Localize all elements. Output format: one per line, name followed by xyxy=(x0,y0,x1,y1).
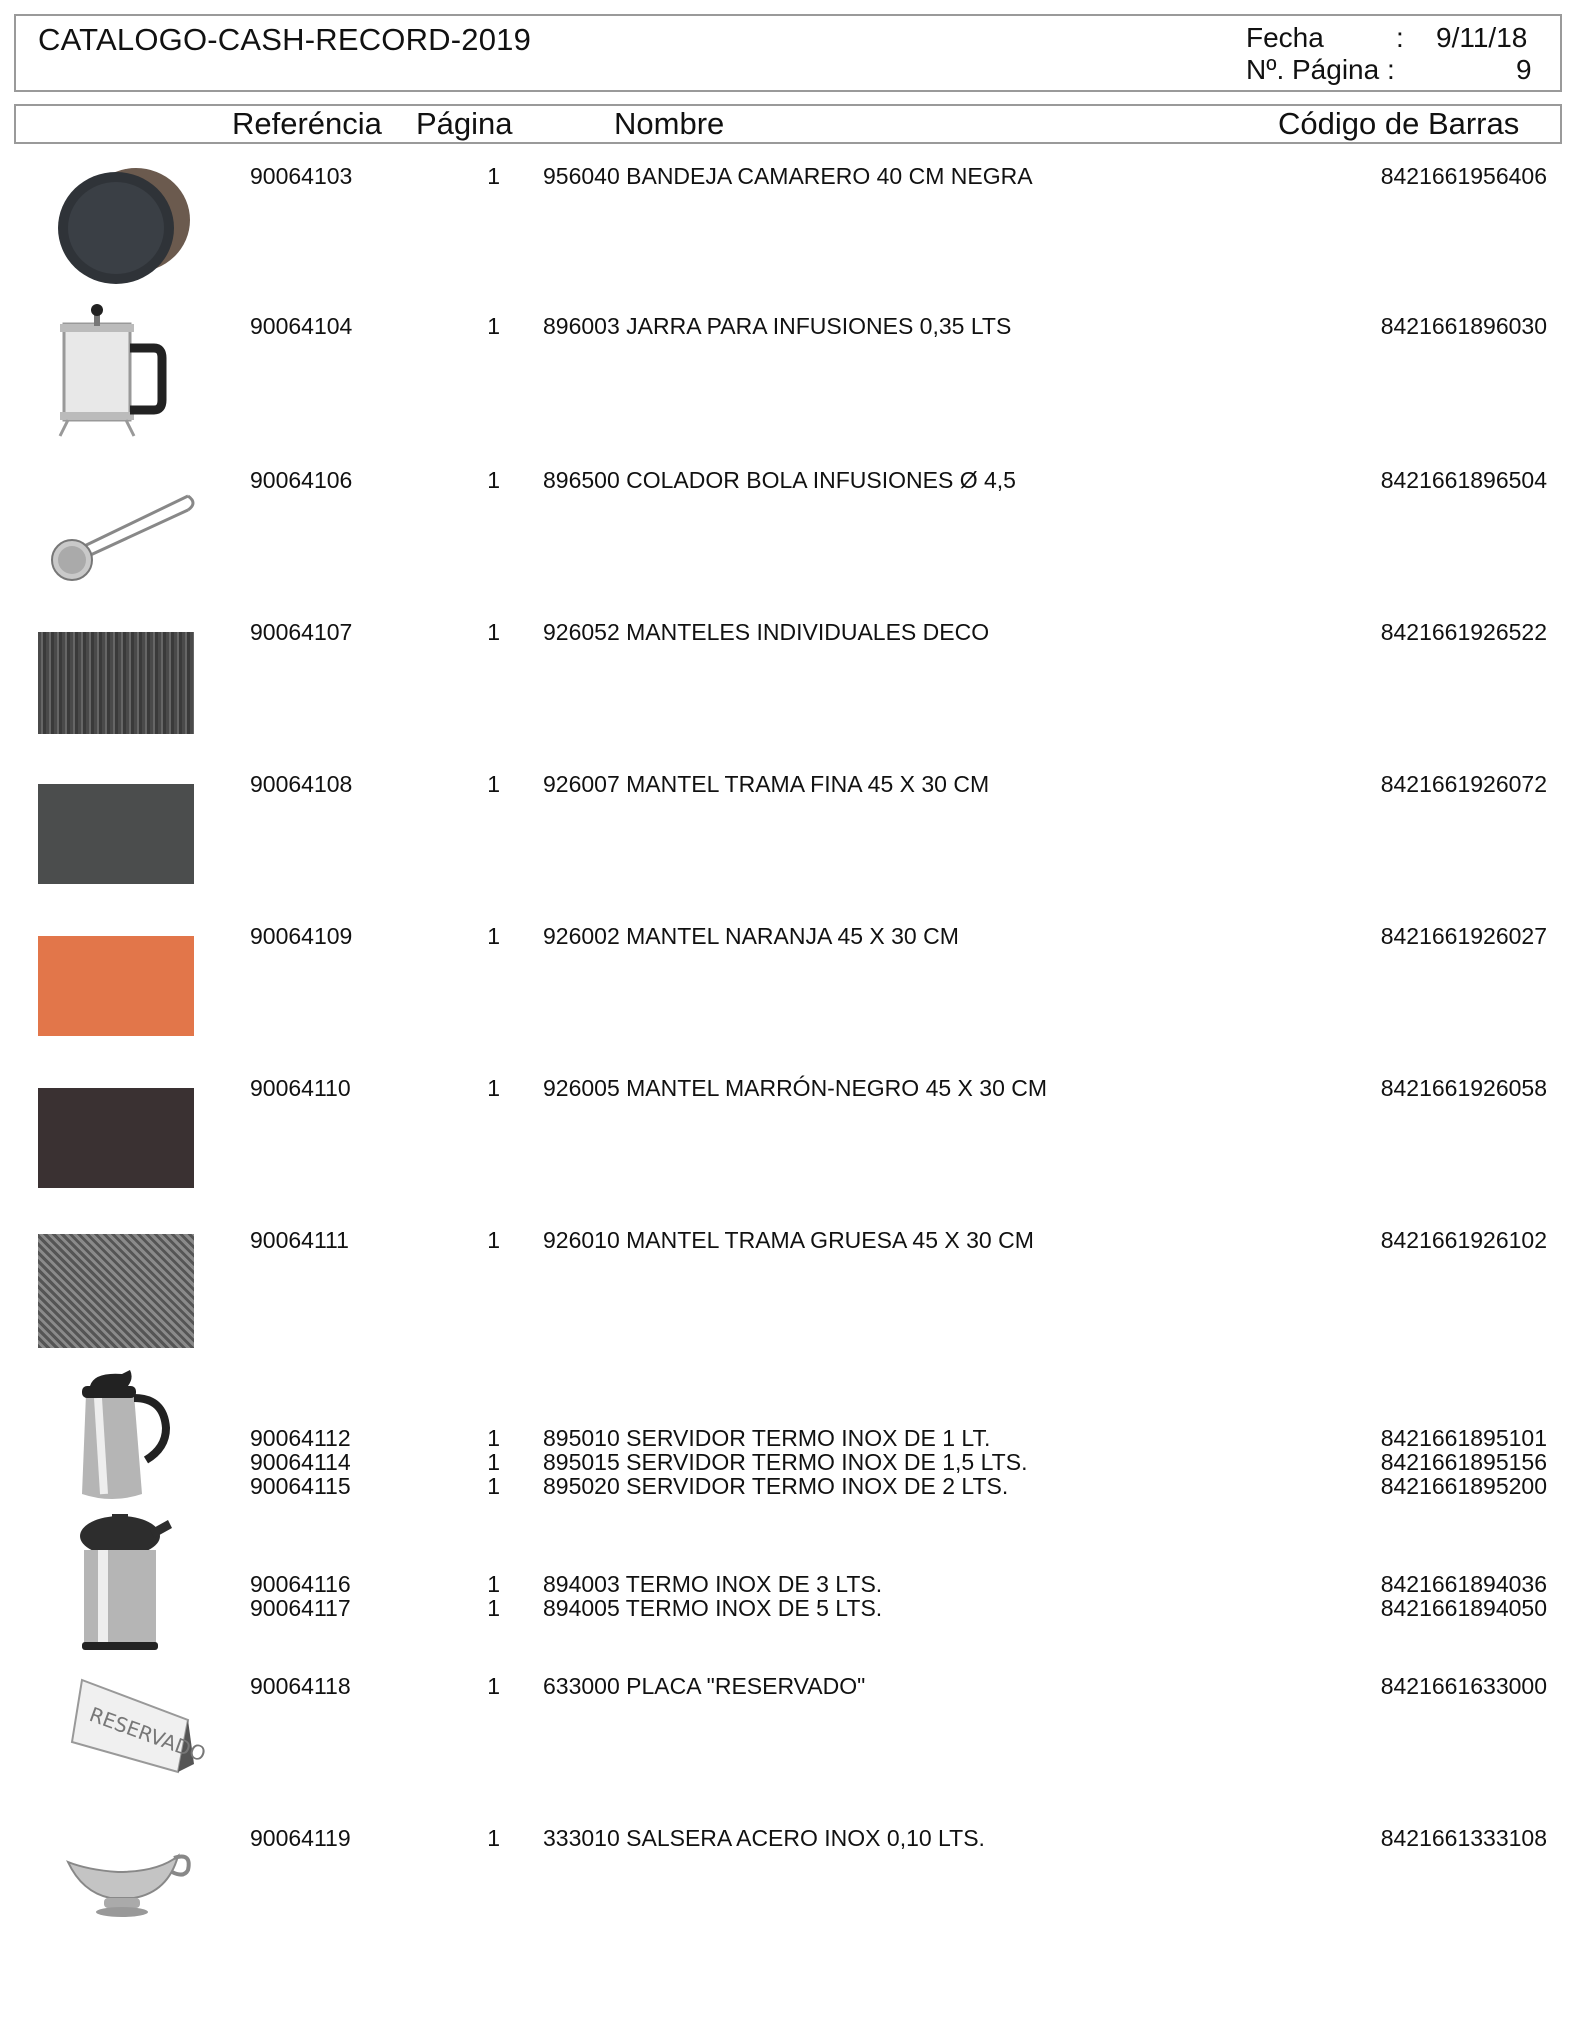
pagina-value: 9 xyxy=(1516,54,1532,85)
pagina: 1 xyxy=(487,467,500,493)
catalog-header xyxy=(14,14,1562,92)
referencia: 90064110 xyxy=(250,1075,351,1101)
placemat-orange-image xyxy=(38,936,194,1036)
table-row xyxy=(0,1812,1576,1962)
codigo-barras: 8421661926072 xyxy=(1380,771,1547,797)
codigo-barras: 8421661926522 xyxy=(1380,619,1547,645)
referencia: 90064109 xyxy=(250,923,353,949)
table-row xyxy=(0,758,1576,908)
pagina: 1 xyxy=(487,923,500,949)
referencia: 90064118 xyxy=(250,1673,351,1699)
col-pagina: Página xyxy=(416,106,513,141)
catalog-title: CATALOGO-CASH-RECORD-2019 xyxy=(38,22,532,57)
codigo-barras: 8421661926102 xyxy=(1380,1227,1547,1253)
pagina: 1 xyxy=(487,1825,500,1851)
nombre: 926002 MANTEL NARANJA 45 X 30 CM xyxy=(543,923,959,949)
codigo-barras: 8421661633000 xyxy=(1380,1673,1547,1699)
fecha-value: 9/11/18 xyxy=(1436,22,1528,53)
pagina: 1 xyxy=(487,771,500,797)
codigo-barras: 8421661926058 xyxy=(1380,1075,1547,1101)
referencia: 90064112 90064114 90064115 xyxy=(250,1425,351,1499)
pagina: 1 xyxy=(487,163,500,189)
table-row xyxy=(0,1214,1576,1362)
codigo-barras: 8421661926027 xyxy=(1380,923,1547,949)
pagina: 1 xyxy=(487,1227,500,1253)
codigo-barras: 8421661894036 8421661894050 xyxy=(1380,1571,1547,1621)
col-nombre: Nombre xyxy=(614,106,725,141)
nombre: 926005 MANTEL MARRÓN-NEGRO 45 X 30 CM xyxy=(543,1075,1048,1101)
pagina: 1 1 1 xyxy=(487,1425,500,1499)
codigo-barras: 8421661896504 xyxy=(1380,467,1547,493)
nombre: 956040 BANDEJA CAMARERO 40 CM NEGRA xyxy=(543,163,1033,189)
nombre: 926010 MANTEL TRAMA GRUESA 45 X 30 CM xyxy=(543,1227,1034,1253)
referencia: 90064107 xyxy=(250,619,353,645)
referencia: 90064106 xyxy=(250,467,353,493)
table-row xyxy=(0,1364,1576,1510)
codigo-barras: 8421661956406 xyxy=(1380,163,1547,189)
pump-thermos-image xyxy=(38,1510,194,1656)
fecha-label: Fecha xyxy=(1246,22,1324,53)
referencia: 90064108 xyxy=(250,771,353,797)
placemat-fine-image xyxy=(38,784,194,884)
col-codigo-barras: Código de Barras xyxy=(1278,106,1520,141)
nombre: 633000 PLACA "RESERVADO" xyxy=(543,1673,866,1699)
referencia: 90064116 90064117 xyxy=(250,1571,351,1621)
placemat-coarse-image xyxy=(38,1234,194,1348)
codigo-barras: 8421661333108 xyxy=(1380,1825,1547,1851)
referencia: 90064103 xyxy=(250,163,353,189)
nombre: 926052 MANTELES INDIVIDUALES DECO xyxy=(543,619,990,645)
nombre: 926007 MANTEL TRAMA FINA 45 X 30 CM xyxy=(543,771,990,797)
referencia: 90064104 xyxy=(250,313,353,339)
reserved-sign-image xyxy=(38,1660,210,1800)
table-row xyxy=(0,606,1576,756)
referencia: 90064119 xyxy=(250,1825,351,1851)
nombre: 894003 TERMO INOX DE 3 LTS. 894005 TERMO INOX DE 5 LTS. xyxy=(543,1571,883,1621)
placemat-deco-image xyxy=(38,632,194,734)
gravy-boat-image xyxy=(38,1812,194,1952)
thermo-server-image xyxy=(38,1364,194,1510)
pagina: 1 xyxy=(487,1673,500,1699)
strainer-image xyxy=(38,454,194,594)
tray-image xyxy=(38,150,194,290)
table-row xyxy=(0,454,1576,604)
reserved-sign-text: RESERVADO xyxy=(86,1702,210,1767)
placemat-brown-image xyxy=(38,1088,194,1188)
pagina: 1 xyxy=(487,619,500,645)
pagina-label: Nº. Página : xyxy=(1246,54,1395,85)
jug-image xyxy=(38,302,194,452)
col-referencia: Referéncia xyxy=(232,106,382,141)
nombre: 333010 SALSERA ACERO INOX 0,10 LTS. xyxy=(543,1825,985,1851)
pagina: 1 xyxy=(487,1075,500,1101)
nombre: 896003 JARRA PARA INFUSIONES 0,35 LTS xyxy=(543,313,1012,339)
codigo-barras: 8421661896030 xyxy=(1380,313,1547,339)
nombre: 896500 COLADOR BOLA INFUSIONES Ø 4,5 xyxy=(543,467,1016,493)
table-row xyxy=(0,1510,1576,1658)
table-row xyxy=(0,302,1576,452)
nombre: 895010 SERVIDOR TERMO INOX DE 1 LT. 895015 SERVIDOR TERMO INOX DE 1,5 LTS. 895020 SERVIDOR TERMO INOX DE 2 LTS. xyxy=(543,1425,1028,1499)
pagina: 1 xyxy=(487,313,500,339)
codigo-barras: 8421661895101 8421661895156 8421661895200 xyxy=(1380,1425,1547,1499)
table-row xyxy=(0,1660,1576,1810)
fecha-separator: : xyxy=(1396,22,1404,53)
column-header xyxy=(14,104,1562,144)
referencia: 90064111 xyxy=(250,1227,349,1253)
table-row xyxy=(0,1062,1576,1212)
pagina: 1 1 xyxy=(487,1571,500,1621)
table-row xyxy=(0,910,1576,1060)
table-row xyxy=(0,150,1576,300)
